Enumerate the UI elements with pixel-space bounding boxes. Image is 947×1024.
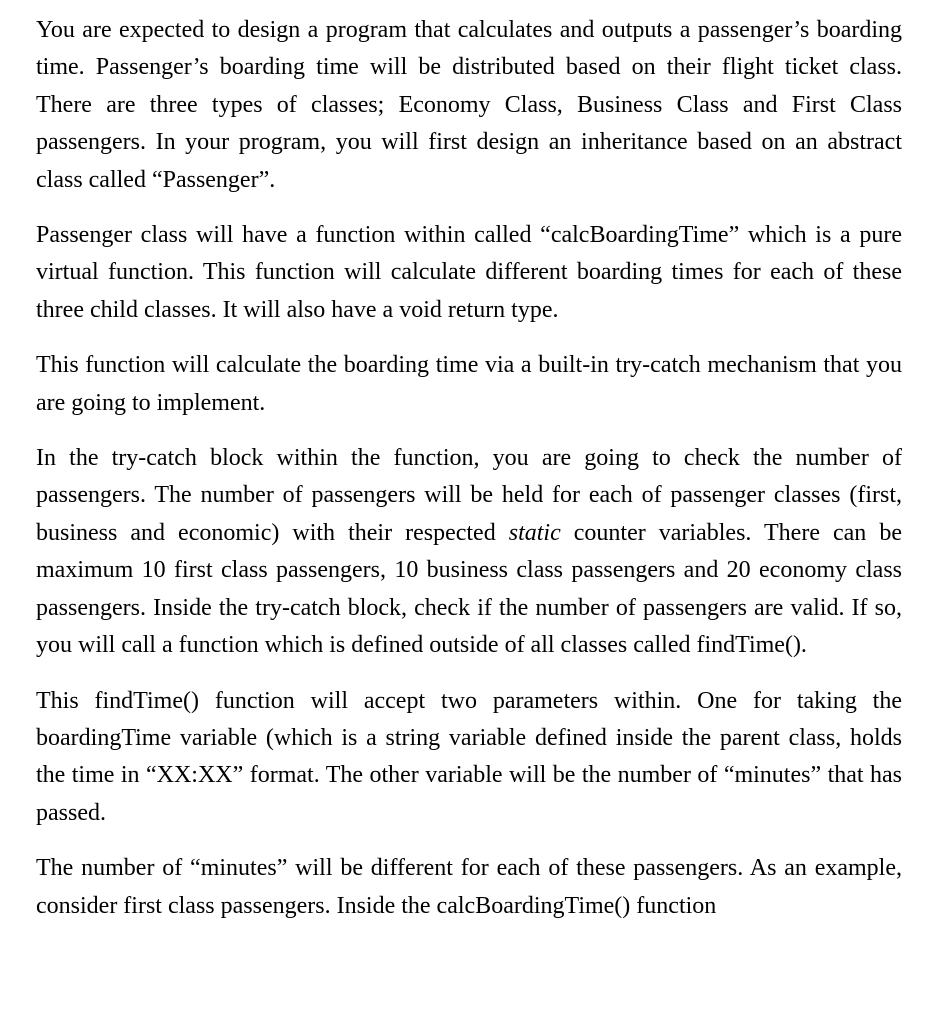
paragraph-passenger-limits-part2: counter variables. There can be maximum 10 first class passengers, 10 business class passengers and 20 economy class passengers. Inside the try-catch block, check if the number of passengers are valid. If so, you will call a function which is defined outside of all classes called findTime(). [36,519,902,659]
static-emphasis: static [508,519,561,546]
paragraph-find-time: This findTime() function will accept two parameters within. One for taking the boardingTime variable (which is a string variable defined inside the parent class, holds the time in “XX:XX” format. The other variable will be the number of “minutes” that has passed. [36,687,902,826]
paragraph-calc-boarding-time: Passenger class will have a function within called “calcBoardingTime” which is a pure virtual function. This function will calculate different boarding times for each of these three child classes. It will also have a void return type. [36,222,902,323]
paragraph-try-catch-intro: This function will calculate the boarding time via a built-in try-catch mechanism that you are going to implement. [36,352,902,416]
paragraph-passenger-limits [36,440,902,664]
document-page [36,12,902,925]
paragraph-minutes: The number of “minutes” will be different for each of these passengers. As an example, consider first class passengers. Inside the calcBoardingTime() function [36,855,902,919]
paragraph-passenger-limits-part1: In the try-catch block within the function, you are going to check the number of passengers. The number of passengers will be held for each of passenger classes (first, business and economic) with their respected [36,445,902,546]
paragraph-intro: You are expected to design a program that calculates and outputs a passenger’s boarding time. Passenger’s boarding time will be distributed based on their flight ticket class. There are three types of classes; Economy Class, Business Class and First Class passengers. In your program, you will first design an inheritance based on an abstract class called “Passenger”. [36,17,902,193]
